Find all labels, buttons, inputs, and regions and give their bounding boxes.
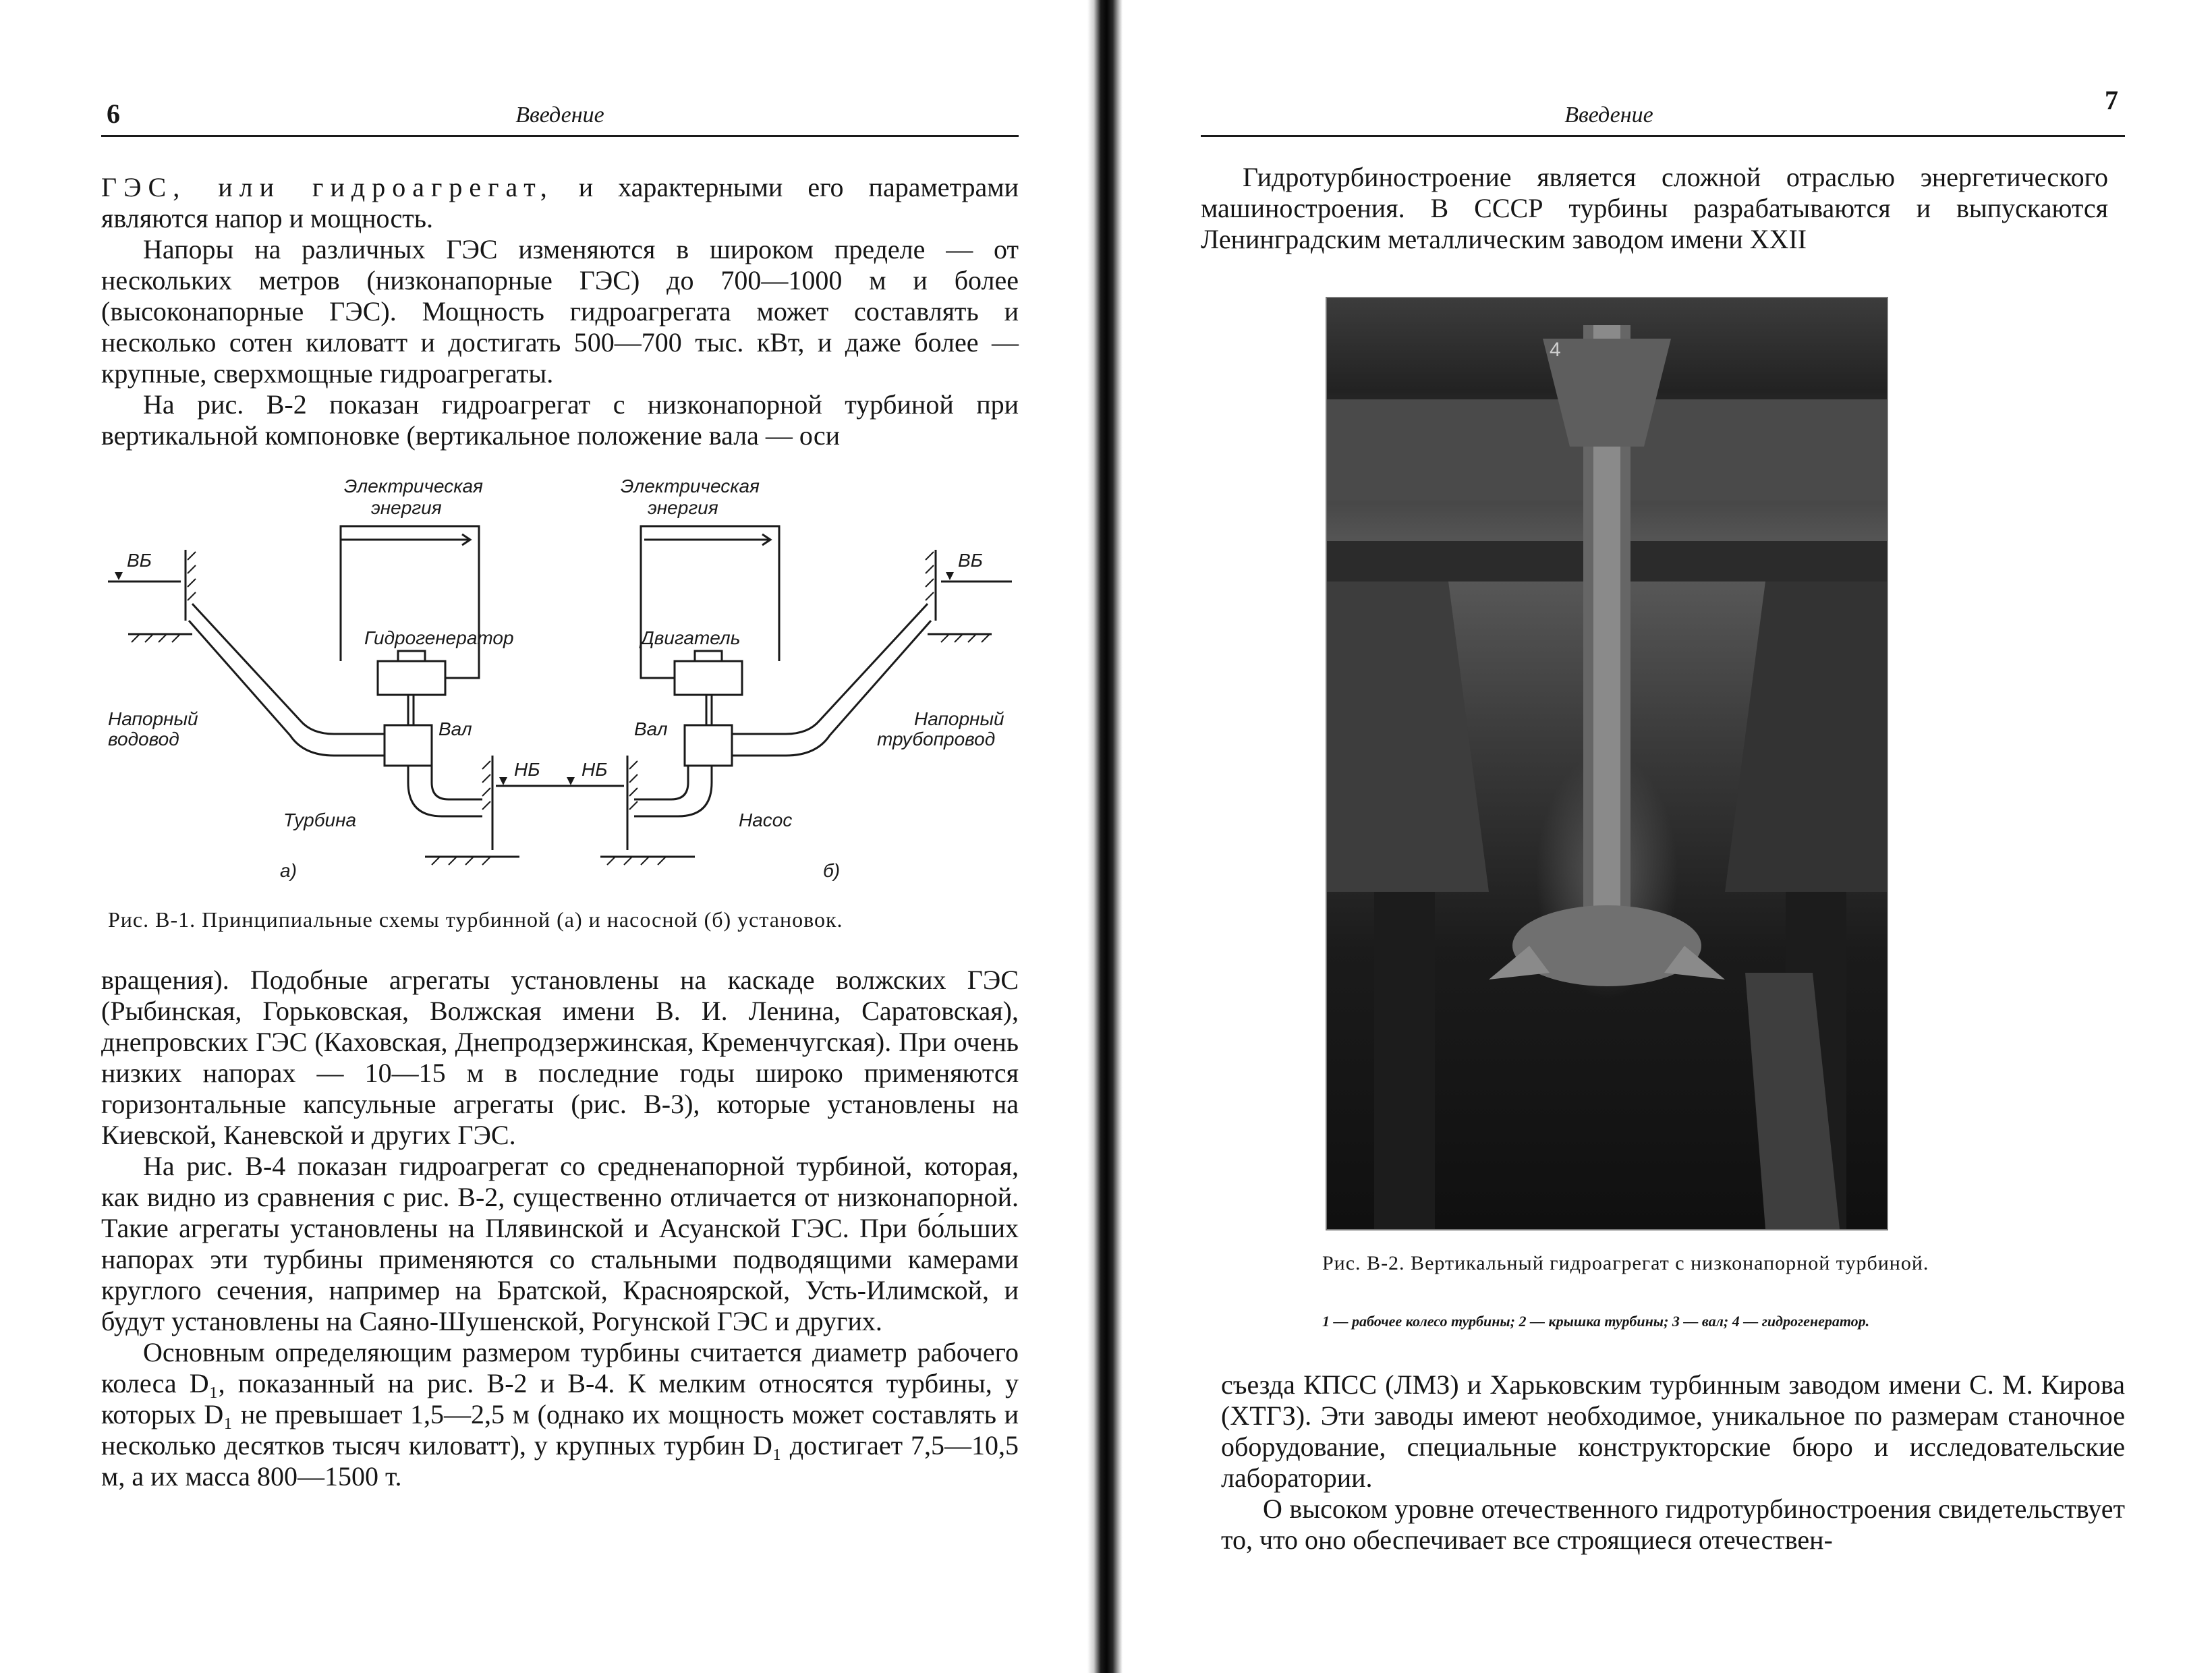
label-shaft-a: Вал [438, 718, 472, 739]
label-nb-a: НБ [514, 759, 540, 780]
left-para-3: На рис. В-2 показан гидроагрегат с низконапорной турбиной при вертикальной компоновке (вертикальное положение вала — оси [101, 389, 1019, 451]
label-energy-b: Электрическая [621, 476, 760, 497]
left-para-5: На рис. В-4 показан гидроагрегат со средненапорной турбиной, которая, как видно из сравнения с рис. В-2, существенно отличается от низконапорной. Такие агрегаты установлены на Плявинской и Асуанской ГЭС. При бо́льших напорах эти турбины применяются со стальными подводящими камерами круглого сечения, например на Братской, Красноярской, Усть-Илимской, и будут установлены на Саяно-Шушенской, Рогунской ГЭС и других. [101, 1151, 1019, 1336]
label-pump: Насос [739, 810, 793, 830]
label-energy-a: Электрическая [344, 476, 483, 497]
left-para-2: Напоры на различных ГЭС изменяются в широком пределе — от нескольких метров (низконапорные ГЭС) до 700—1000 м и более (высоконапорные ГЭС). Мощность гидроагрегата может составлять и несколько сотен киловатт и достигать 500—700 тыс. кВт, и даже более — крупные, сверхмощные гидроагрегаты. [101, 234, 1019, 389]
left-text-bottom [101, 965, 1019, 1492]
label-energy-a-2: энергия [371, 497, 442, 518]
right-page [1201, 0, 2125, 1673]
hydro-unit-illustration [1327, 298, 1887, 1229]
figure-1-diagram [101, 465, 1019, 904]
right-running-head [1201, 85, 2125, 137]
left-para-1-rest: и характерными его параметрами являются напор и мощность. [101, 172, 1019, 233]
label-penstock-b: Напорный [914, 708, 1004, 729]
label-shaft-b: Вал [634, 718, 668, 739]
right-section-title: Введение [1564, 103, 1653, 127]
right-para-1: Гидротурбиностроение является сложной отраслью энергетического машиностроения. В СССР турбины разрабатываются и выпускаются Ленинградским металлическим заводом имени XXII [1201, 162, 2108, 254]
label-hydrogenerator: Гидрогенератор [364, 627, 514, 648]
spaced-term: ГЭС, или гидроагрегат, [101, 172, 554, 202]
label-energy-b-2: энергия [648, 497, 718, 518]
left-para-6: Основным определяющим размером турбины считается диаметр рабочего колеса D₁, показанный на рис. В-2 и В-4. К мелким относятся турбины, у которых D₁ не превышает 1,5—2,5 м (однако их мощность может составлять и несколько десятков тысяч киловатт), у крупных турбин D₁ достигает 7,5—10,5 м, а их масса 800—1500 т. [101, 1337, 1019, 1492]
label-scheme-b: б) [823, 860, 841, 881]
right-text-bottom [1221, 1369, 2125, 1556]
right-text-top [1201, 162, 2108, 255]
label-vb-b: ВБ [958, 550, 983, 571]
label-penstock-a-2: водовод [108, 729, 179, 749]
left-para-4: вращения). Подобные агрегаты установлены на каскаде волжских ГЭС (Рыбинская, Горьковская, Волжская имени В. И. Ленина, Саратовская), днепровских ГЭС (Каховская, Днепродзержинская, Кременчугская). При очень низких напорах — 10—15 м в последние годы широко применяются горизонтальные капсульные агрегаты (рис. В-3), которые установлены на Киевской, Каневской и других ГЭС. [101, 965, 1019, 1150]
label-penstock-b-2: трубопровод [877, 729, 996, 749]
label-nb-b: НБ [582, 759, 608, 780]
figure-2-photo [1326, 297, 1888, 1230]
figure-1-caption: Рис. В-1. Принципиальные схемы турбинной (а) и насосной (б) установок. [108, 907, 843, 932]
label-scheme-a: а) [280, 860, 297, 881]
right-page-number: 7 [2105, 85, 2118, 115]
left-running-head [101, 88, 1019, 137]
left-page-number: 6 [107, 98, 120, 129]
label-motor: Двигатель [641, 627, 741, 648]
figure-1-schemes [101, 465, 1019, 911]
left-page [101, 0, 1019, 1673]
label-turbine: Турбина [283, 810, 357, 830]
left-text-top [101, 172, 1019, 451]
left-section-title: Введение [515, 103, 604, 127]
label-penstock-a: Напорный [108, 708, 198, 729]
left-para-1 [101, 172, 1019, 234]
right-para-2: съезда КПСС (ЛМЗ) и Харьковским турбинным заводом имени С. М. Кирова (ХТГЗ). Эти заводы имеют необходимое, уникальное по размерам станочное оборудование, специальные конструкторские бюро и исследовательские лаборатории. [1221, 1369, 2125, 1493]
figure-2-caption: Рис. В-2. Вертикальный гидроагрегат с низконапорной турбиной. [1322, 1252, 1929, 1274]
label-vb-a: ВБ [127, 550, 152, 571]
book-spine [1087, 0, 1123, 1673]
photo-callout-4: 4 [1550, 339, 1561, 361]
figure-2-legend: 1 — рабочее колесо турбины; 2 — крышка турбины; 3 — вал; 4 — гидрогенератор. [1322, 1313, 1870, 1330]
right-para-3: О высоком уровне отечественного гидротурбиностроения свидетельствует то, что оно обеспечивает все строящиеся отечествен- [1221, 1494, 2125, 1555]
